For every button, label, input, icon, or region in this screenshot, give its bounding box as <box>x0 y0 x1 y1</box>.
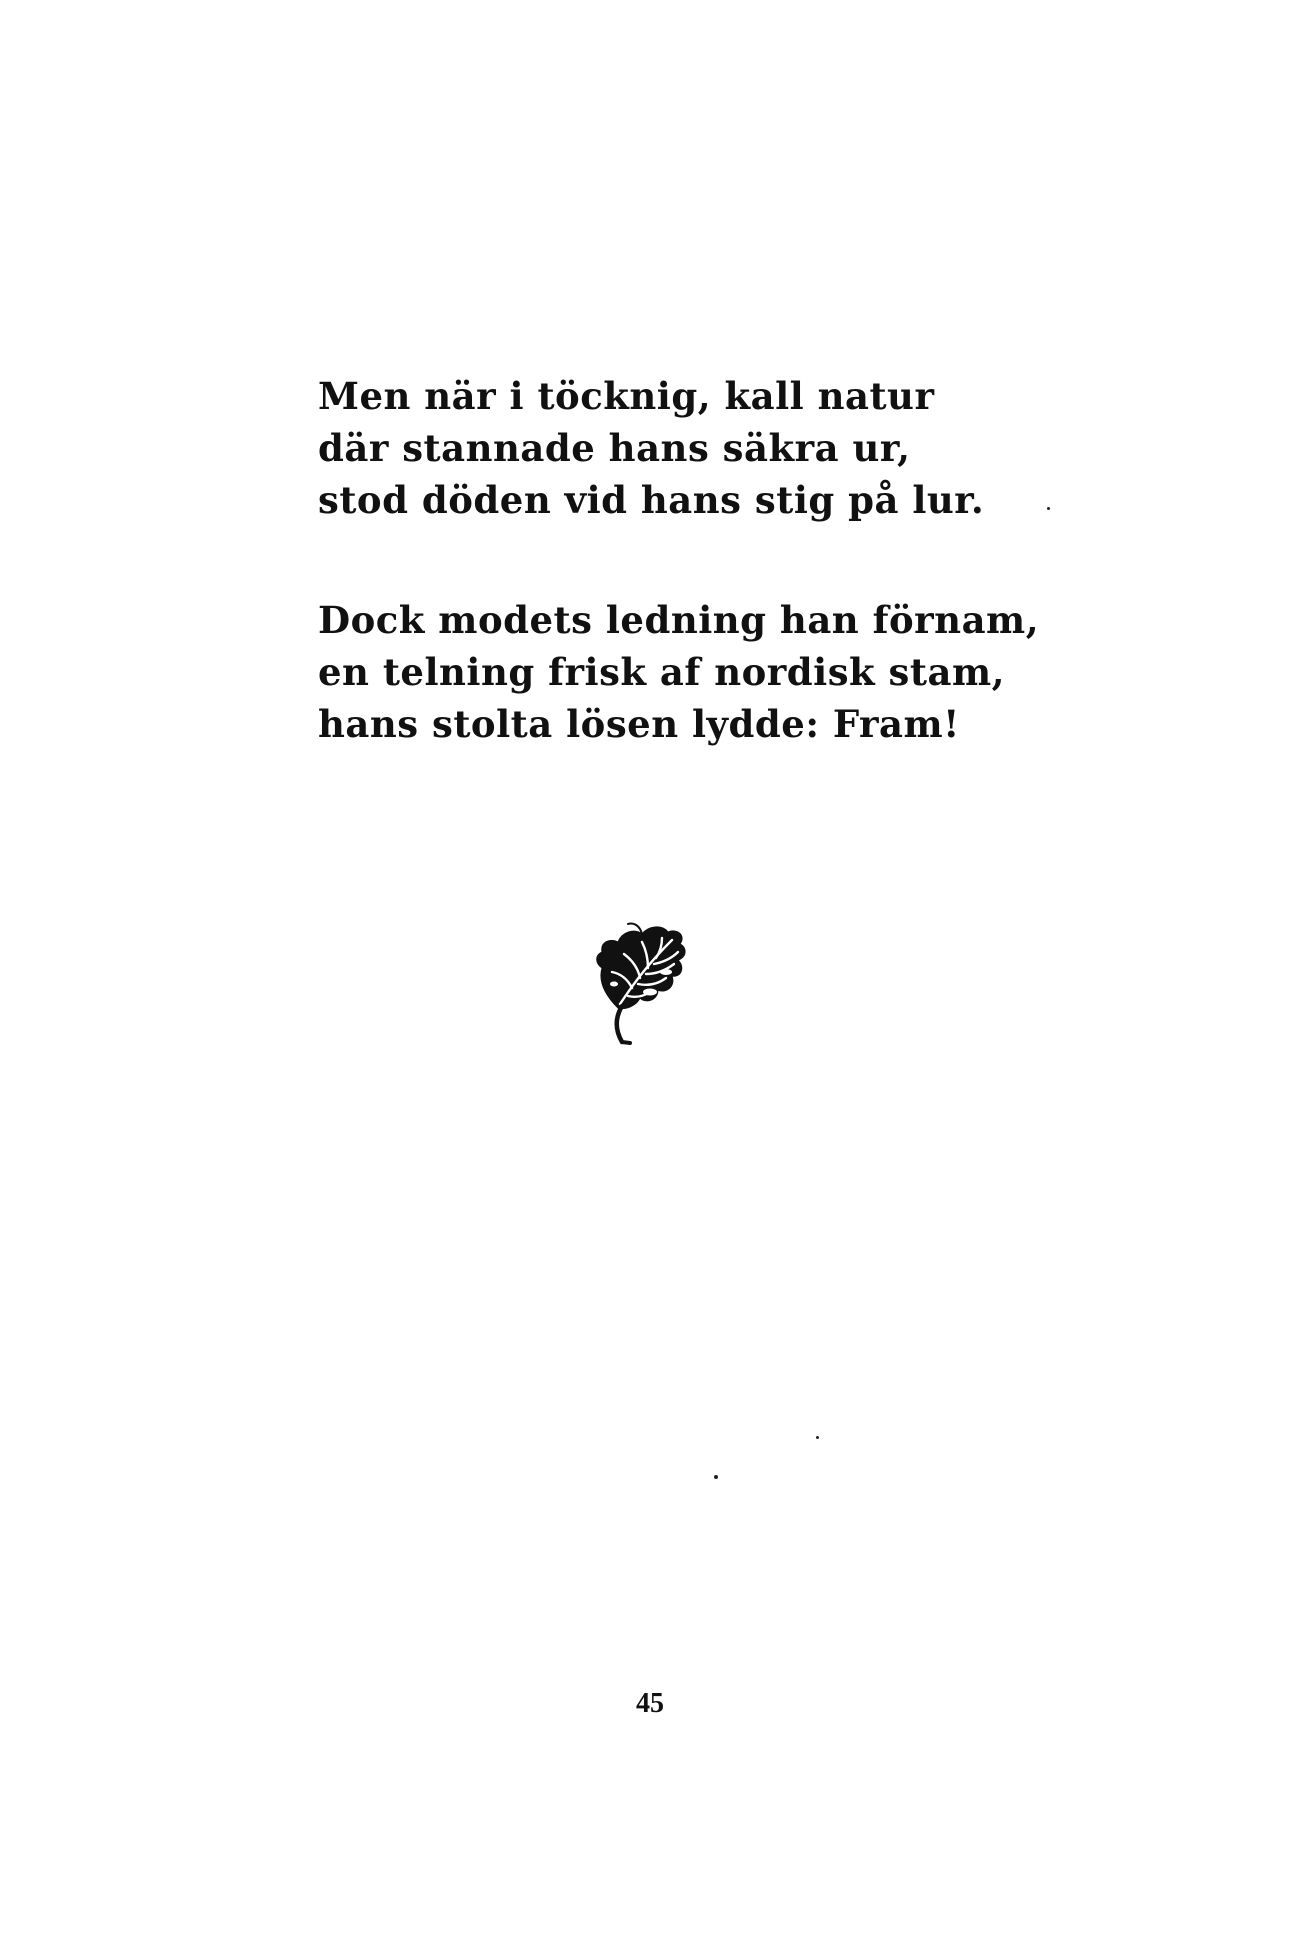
page-number: 45 <box>636 1688 664 1719</box>
print-speck <box>816 1436 819 1439</box>
leaf-ornament-icon <box>588 912 698 1046</box>
verse-line: hans stolta lösen lydde: Fram! <box>318 702 960 746</box>
poem-stanza-1 <box>318 370 984 526</box>
verse-line: Dock modets ledning han förnam, <box>318 598 1040 642</box>
verse-line: Men när i töcknig, kall natur <box>318 374 935 418</box>
verse-line: där stannade hans säkra ur, <box>318 426 911 470</box>
print-speck <box>714 1475 718 1479</box>
print-speck <box>1047 507 1050 510</box>
verse-line: stod döden vid hans stig på lur. <box>318 478 985 522</box>
verse-line: en telning frisk af nordisk stam, <box>318 650 1005 694</box>
poem-stanza-2 <box>318 594 1039 750</box>
